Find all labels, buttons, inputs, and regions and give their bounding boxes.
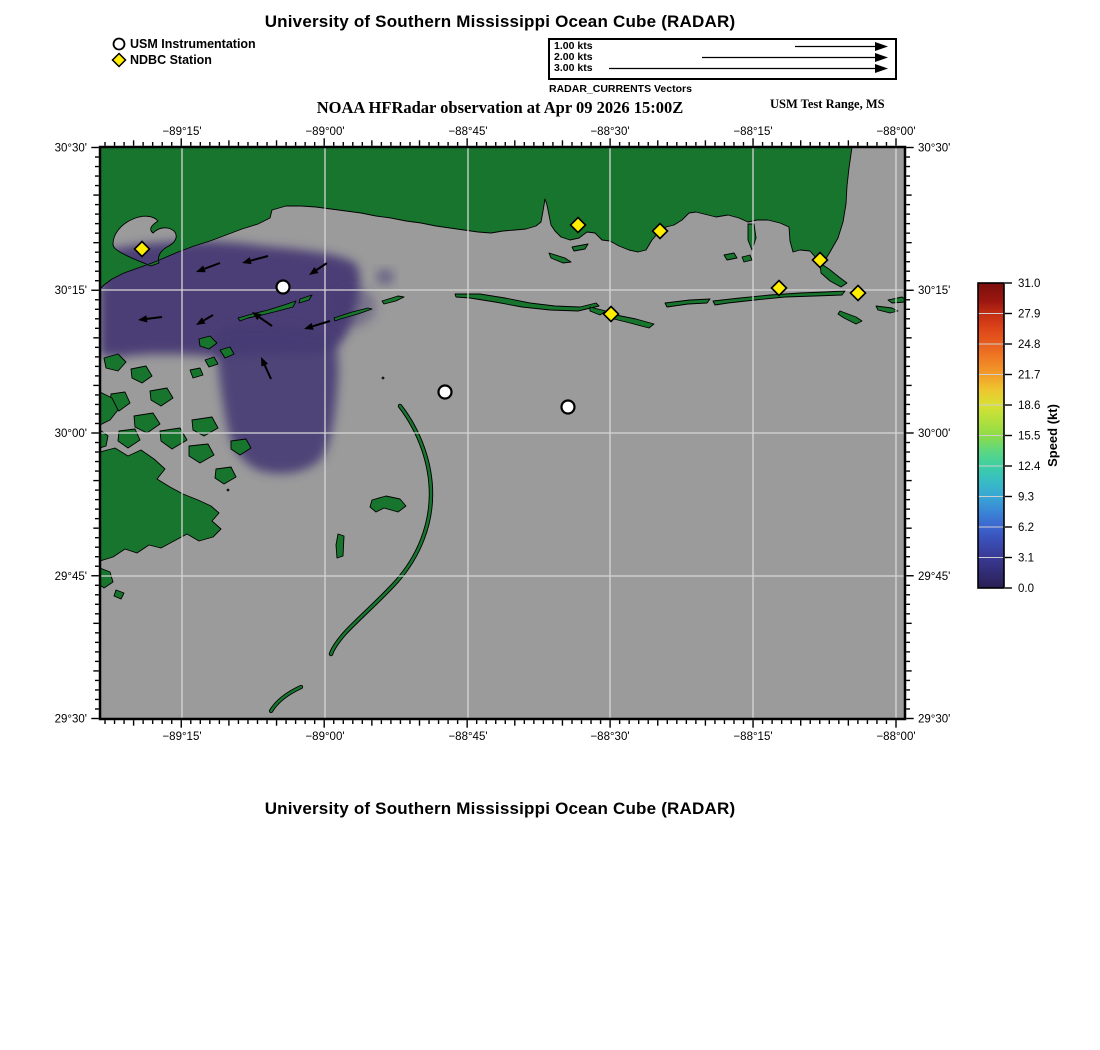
vector-scale-label-2: 2.00 kts <box>554 51 593 63</box>
colorbar-tick-label: 0.0 <box>1018 583 1034 595</box>
colorbar-title: Speed (kt) <box>1045 404 1060 467</box>
colorbar-tick-label: 6.2 <box>1018 522 1034 534</box>
lon-tick-label: −88°30' <box>590 126 630 138</box>
scale-arrow-head <box>875 64 888 73</box>
radar-coverage-blob <box>376 269 394 285</box>
lon-tick-label: −89°00' <box>305 126 345 138</box>
colorbar-tick-label: 9.3 <box>1018 491 1034 504</box>
colorbar-tick-label: 24.8 <box>1018 339 1041 351</box>
lat-tick-label: 29°30' <box>918 713 951 726</box>
usm-instrumentation-marker <box>439 386 452 399</box>
legend <box>111 36 256 68</box>
lat-tick-label: 30°15' <box>918 285 951 297</box>
lon-tick-label: −88°45' <box>448 731 488 743</box>
page-title: University of Southern Mississippi Ocean Cube (RADAR) <box>264 12 736 31</box>
lon-tick-label: −88°30' <box>590 731 630 743</box>
land-polygon <box>336 534 344 558</box>
lat-tick-label: 30°00' <box>54 428 87 440</box>
legend-item-usm <box>111 36 256 52</box>
lat-tick-label: 29°45' <box>918 571 951 583</box>
colorbar-tick-label: 31.0 <box>1018 278 1041 290</box>
vector-scale-label-1: 1.00 kts <box>554 40 593 52</box>
colorbar-tick-label: 21.7 <box>1018 369 1041 382</box>
scale-arrow-head <box>875 42 888 51</box>
usm-instrumentation-marker <box>277 281 290 294</box>
lon-tick-label: −88°00' <box>876 126 916 138</box>
vector-scale-box <box>548 38 897 80</box>
lon-tick-label: −88°15' <box>733 731 773 743</box>
lat-tick-label: 30°30' <box>918 142 951 155</box>
region-label: USM Test Range, MS <box>770 97 885 111</box>
islet-dot <box>382 377 385 380</box>
lon-tick-label: −89°15' <box>162 731 202 743</box>
colorbar-tick-label: 3.1 <box>1018 552 1034 565</box>
vector-scale-label-3: 3.00 kts <box>554 62 593 74</box>
ndbc-diamond-icon <box>111 52 127 68</box>
colorbar-tick-label: 27.9 <box>1018 308 1041 321</box>
footer-title: University of Southern Mississippi Ocean Cube (RADAR) <box>264 799 736 818</box>
colorbar-tick-label: 12.4 <box>1018 461 1041 473</box>
lat-tick-label: 30°30' <box>54 142 87 155</box>
vector-scale-arrows <box>550 40 895 78</box>
lat-tick-label: 29°45' <box>54 571 87 583</box>
legend-label-ndbc: NDBC Station <box>130 53 212 67</box>
lon-tick-label: −88°00' <box>876 731 916 743</box>
legend-label-usm: USM Instrumentation <box>130 37 256 51</box>
lon-tick-label: −88°45' <box>448 126 488 138</box>
lon-tick-label: −89°15' <box>162 126 202 138</box>
colorbar-tick-label: 18.6 <box>1018 400 1041 412</box>
usm-instrumentation-marker <box>562 401 575 414</box>
lat-tick-label: 29°30' <box>54 713 87 726</box>
lat-tick-label: 30°15' <box>54 285 87 297</box>
lon-tick-label: −88°15' <box>733 126 773 138</box>
observation-subtitle: NOAA HFRadar observation at Apr 09 2026 15:00Z <box>316 98 684 117</box>
lat-tick-label: 30°00' <box>918 428 951 440</box>
legend-item-ndbc <box>111 52 256 68</box>
scale-arrow-head <box>875 53 888 62</box>
islet-dot <box>227 489 230 492</box>
vector-scale-caption: RADAR_CURRENTS Vectors <box>549 83 692 95</box>
usm-circle-icon <box>111 36 127 52</box>
colorbar-tick-label: 15.5 <box>1018 430 1041 443</box>
lon-tick-label: −89°00' <box>305 731 345 743</box>
